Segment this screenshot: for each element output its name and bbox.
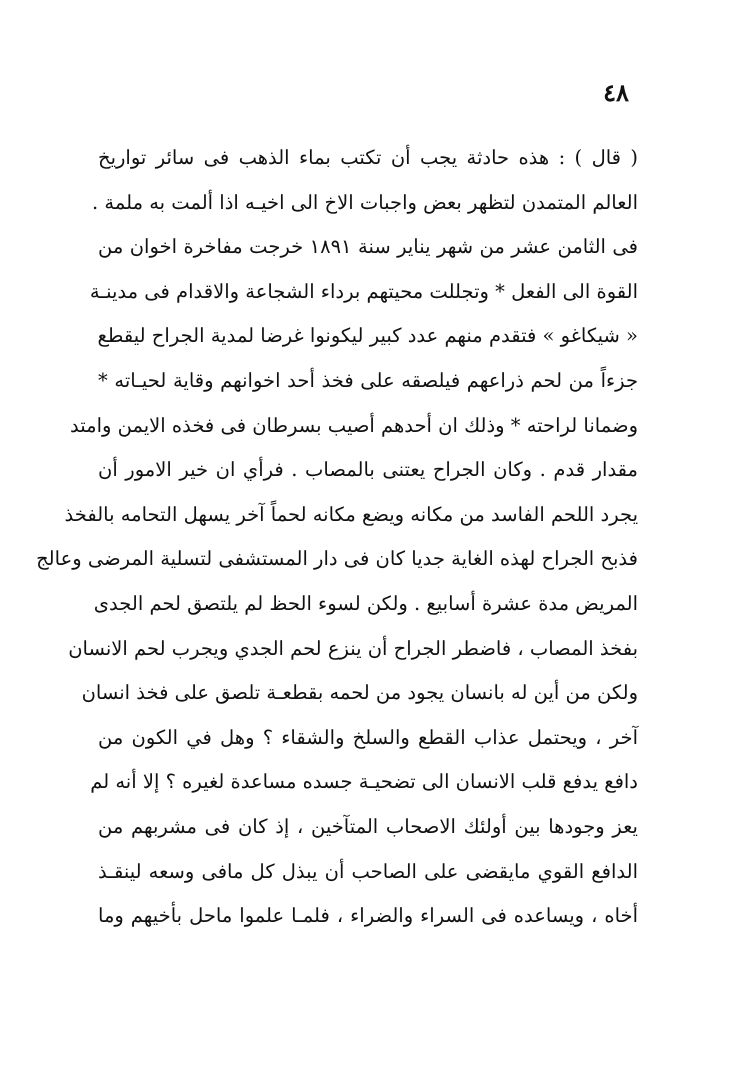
text-line: « شيكاغو » فتقدم منهم عدد كبير ليكونوا غرضا لمدية الجراح ليقطع [97,324,638,348]
text-line: أخاه ، ويساعده فى السراء والضراء ، فلمـا علموا ماحل بأخيهم وما [98,904,638,928]
text-line: مقدار قدم . وكان الجراح يعتنى بالمصاب . فرأي ان خير الامور أن [98,458,638,482]
text-line: ( قال ) : هذه حادثة يجب أن تكتب بماء الذهب فى سائر تواريخ [98,146,638,169]
text-line: دافع يدفع قلب الانسان الى تضحيـة جسده مساعدة لغيره ؟ إلا أنه لم [90,770,638,794]
text-line: وضمانا لراحته * وذلك ان أحدهم أصيب بسرطان فى فخذه الايمن وامتد [70,413,638,437]
text-line: يجرد اللحم الفاسد من مكانه ويضع مكانه لحماً آخر يسهل التحامه بالفخذ [64,502,638,526]
text-line: العالم المتمدن لتظهر بعض واجبات الاخ الى اخيـه اذا ألمت به ملمة . [92,190,638,214]
text-line: المريض مدة عشرة أسابيع . ولكن لسوء الحظ لم يلتصق لحم الجدى [93,591,638,615]
text-line: فى الثامن عشر من شهر يناير سنة ١٨٩١ خرجت مفاخرة اخوان من [98,235,638,259]
text-line: جزءاً من لحم ذراعهم فيلصقه على فخذ أحد اخوانهم وقاية لحيـاته * [98,368,638,392]
text-line: الدافع القوي مايقضى على الصاحب أن يبذل كل مافى وسعه لينقـذ [98,859,638,883]
body-text [36,136,638,939]
text-line: القوة الى الفعل * وتجللت محيتهم برداء الشجاعة والاقدام فى مدينـة [89,279,638,303]
page-number: ٤٨ [603,78,629,107]
text-line: آخر ، ويحتمل عذاب القطع والسلخ والشقاء ؟ وهل في الكون من [98,725,638,749]
text-line: ولكن من أين له بانسان يجود من لحمه بقطعـة تلصق على فخذ انسان [81,681,638,705]
text-line: بفخذ المصاب ، فاضطر الجراح أن ينزع لحم الجدي ويجرب لحم الانسان [68,636,638,660]
text-line: يعز وجودها بين أولئك الاصحاب المتآخين ، إذ كان فى مشربهم من [98,814,638,838]
text-line: فذبح الجراح لهذه الغاية جديا كان فى دار المستشفى لتسلية المرضى وعالج [36,547,638,571]
